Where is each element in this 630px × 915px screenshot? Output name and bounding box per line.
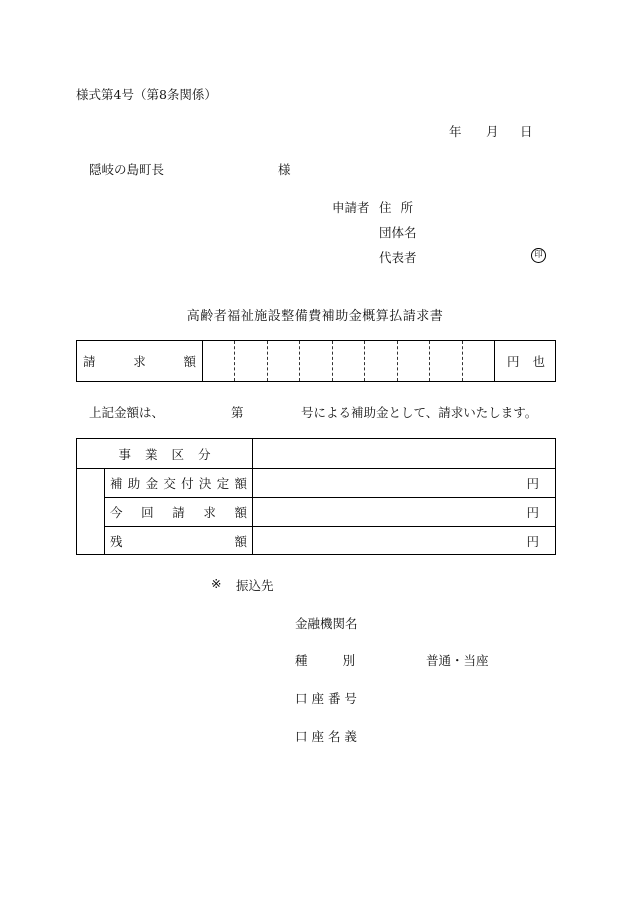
date-year-label: 年 <box>449 124 462 139</box>
grant-decision-amount-label: 補 助 金 交 付 決 定 額 <box>105 468 253 497</box>
statement-middle: 第 <box>231 405 244 420</box>
table-row <box>105 526 555 555</box>
representative-label: 代表者 <box>379 250 417 265</box>
statement-suffix: 号による補助金として、請求いたします。 <box>301 405 538 420</box>
account-number-label: 口 座 番 号 <box>295 691 357 706</box>
amount-unit: 円 也 <box>507 354 545 369</box>
digit-box[interactable] <box>463 341 495 381</box>
date-month-label: 月 <box>486 124 499 139</box>
remaining-amount-label: 残 額 <box>105 526 253 555</box>
addressee-honorific: 様 <box>278 162 291 177</box>
digit-box[interactable] <box>333 341 365 381</box>
digit-box[interactable] <box>365 341 397 381</box>
applicant-label: 申請者 <box>332 200 370 215</box>
addressee-name: 隠岐の島町長 <box>89 162 165 177</box>
digit-box[interactable] <box>398 341 430 381</box>
current-claim-amount-label: 今 回 請 求 額 <box>105 497 253 526</box>
bank-name-label: 金融機関名 <box>295 616 358 631</box>
date-day-label: 日 <box>520 124 533 139</box>
transfer-heading: 振込先 <box>236 578 274 593</box>
business-indent-cell <box>77 468 105 554</box>
current-claim-amount-field[interactable]: 円 <box>526 504 539 520</box>
digit-box[interactable] <box>235 341 267 381</box>
seal-icon: 印 <box>531 248 546 263</box>
statement-prefix: 上記金額は、 <box>89 405 165 420</box>
amount-digit-boxes[interactable] <box>203 341 495 381</box>
table-row <box>105 468 555 498</box>
digit-box[interactable] <box>300 341 332 381</box>
business-category-label: 事 業 区 分 <box>77 439 253 468</box>
digit-box[interactable] <box>203 341 235 381</box>
document-title: 高齢者福祉施設整備費補助金概算払請求書 <box>186 309 444 324</box>
account-name-label: 口 座 名 義 <box>295 729 357 744</box>
table-row <box>105 497 555 527</box>
address-label: 住 所 <box>379 200 413 215</box>
amount-label: 請 求 額 <box>77 341 203 381</box>
remaining-amount-field[interactable]: 円 <box>526 533 539 549</box>
digit-box[interactable] <box>268 341 300 381</box>
business-header-row <box>77 439 555 469</box>
account-type-label: 種 別 <box>295 653 355 668</box>
note-mark: ※ <box>211 576 222 591</box>
organization-label: 団体名 <box>379 225 417 240</box>
account-type-value: 普通・当座 <box>426 653 489 668</box>
amount-table <box>76 340 556 382</box>
grant-decision-amount-field[interactable]: 円 <box>526 475 539 491</box>
business-category-field[interactable] <box>253 439 555 468</box>
digit-box[interactable] <box>430 341 462 381</box>
form-number: 様式第4号（第8条関係） <box>76 87 217 102</box>
business-table <box>76 438 556 555</box>
